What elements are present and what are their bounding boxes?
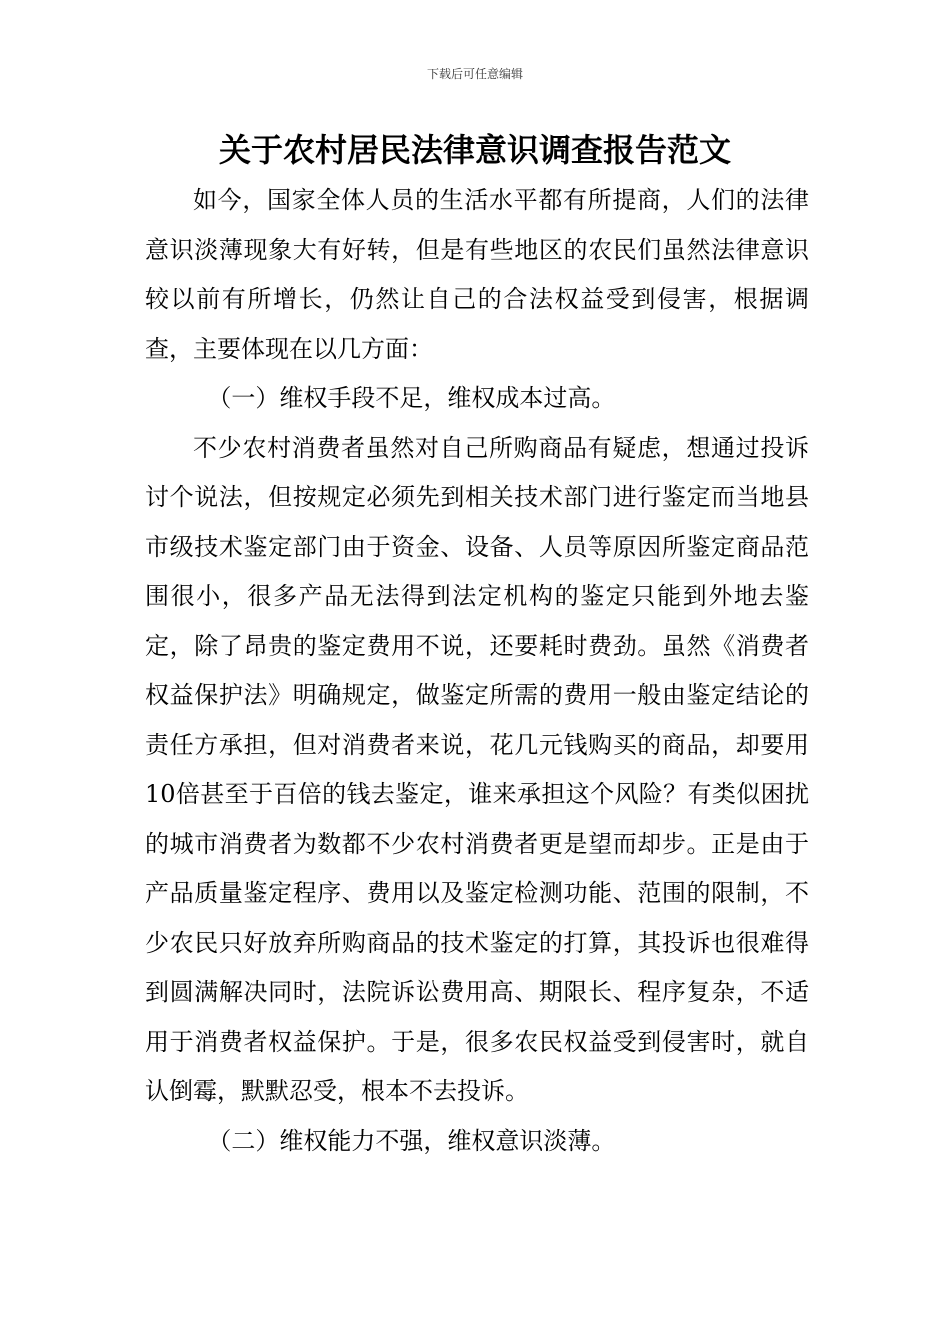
header-note: 下载后可任意编辑 — [426, 67, 523, 81]
section-heading-1: （一）维权手段不足，维权成本过高。 — [207, 384, 616, 412]
section-heading-2: （二）维权能力不强，维权意识淡薄。 — [207, 1126, 616, 1155]
paragraph-section-1: 不少农村消费者虽然对自己所购商品有疑虑，想通过投诉讨个说法，但按规定必须先到相关技术部门进行鉴定而当地县市级技术鉴定部门由于资金、设备、人员等原因所鉴定商品范围很小，很多产品无法得到法定机构的鉴定只能到外地去鉴定，除了昂贵的鉴定费用不说，还要耗时费劲。虽然《消费者权益保护法》明确规定，做鉴定所需的费用一般由鉴定结论的责任方承担，但对消费者来说，花几元钱购买的商品，却要用10倍甚至于百倍的钱去鉴定，谁来承担这个风险？有类似困扰的城市消费者为数都不少农村消费者更是望而却步。正是由于产品质量鉴定程序、费用以及鉴定检测功能、范围的限制，不少农民只好放弃所购商品的技术鉴定的打算，其投诉也很难得到圆满解决同时，法院诉讼费用高、期限长、程序复杂，不适用于消费者权益保护。于是，很多农民权益受到侵害时，就自认倒霉，默默忍受，根本不去投诉。 — [145, 433, 809, 1105]
document-title: 关于农村居民法律意识调查报告范文 — [218, 131, 731, 169]
paragraph-intro: 如今，国家全体人员的生活水平都有所提商，人们的法律意识淡薄现象大有好转，但是有些地区的农民们虽然法律意识较以前有所增长，仍然让自己的合法权益受到侵害，根据调查，主要体现在以几方面： — [145, 186, 809, 363]
document-body — [145, 176, 809, 1166]
